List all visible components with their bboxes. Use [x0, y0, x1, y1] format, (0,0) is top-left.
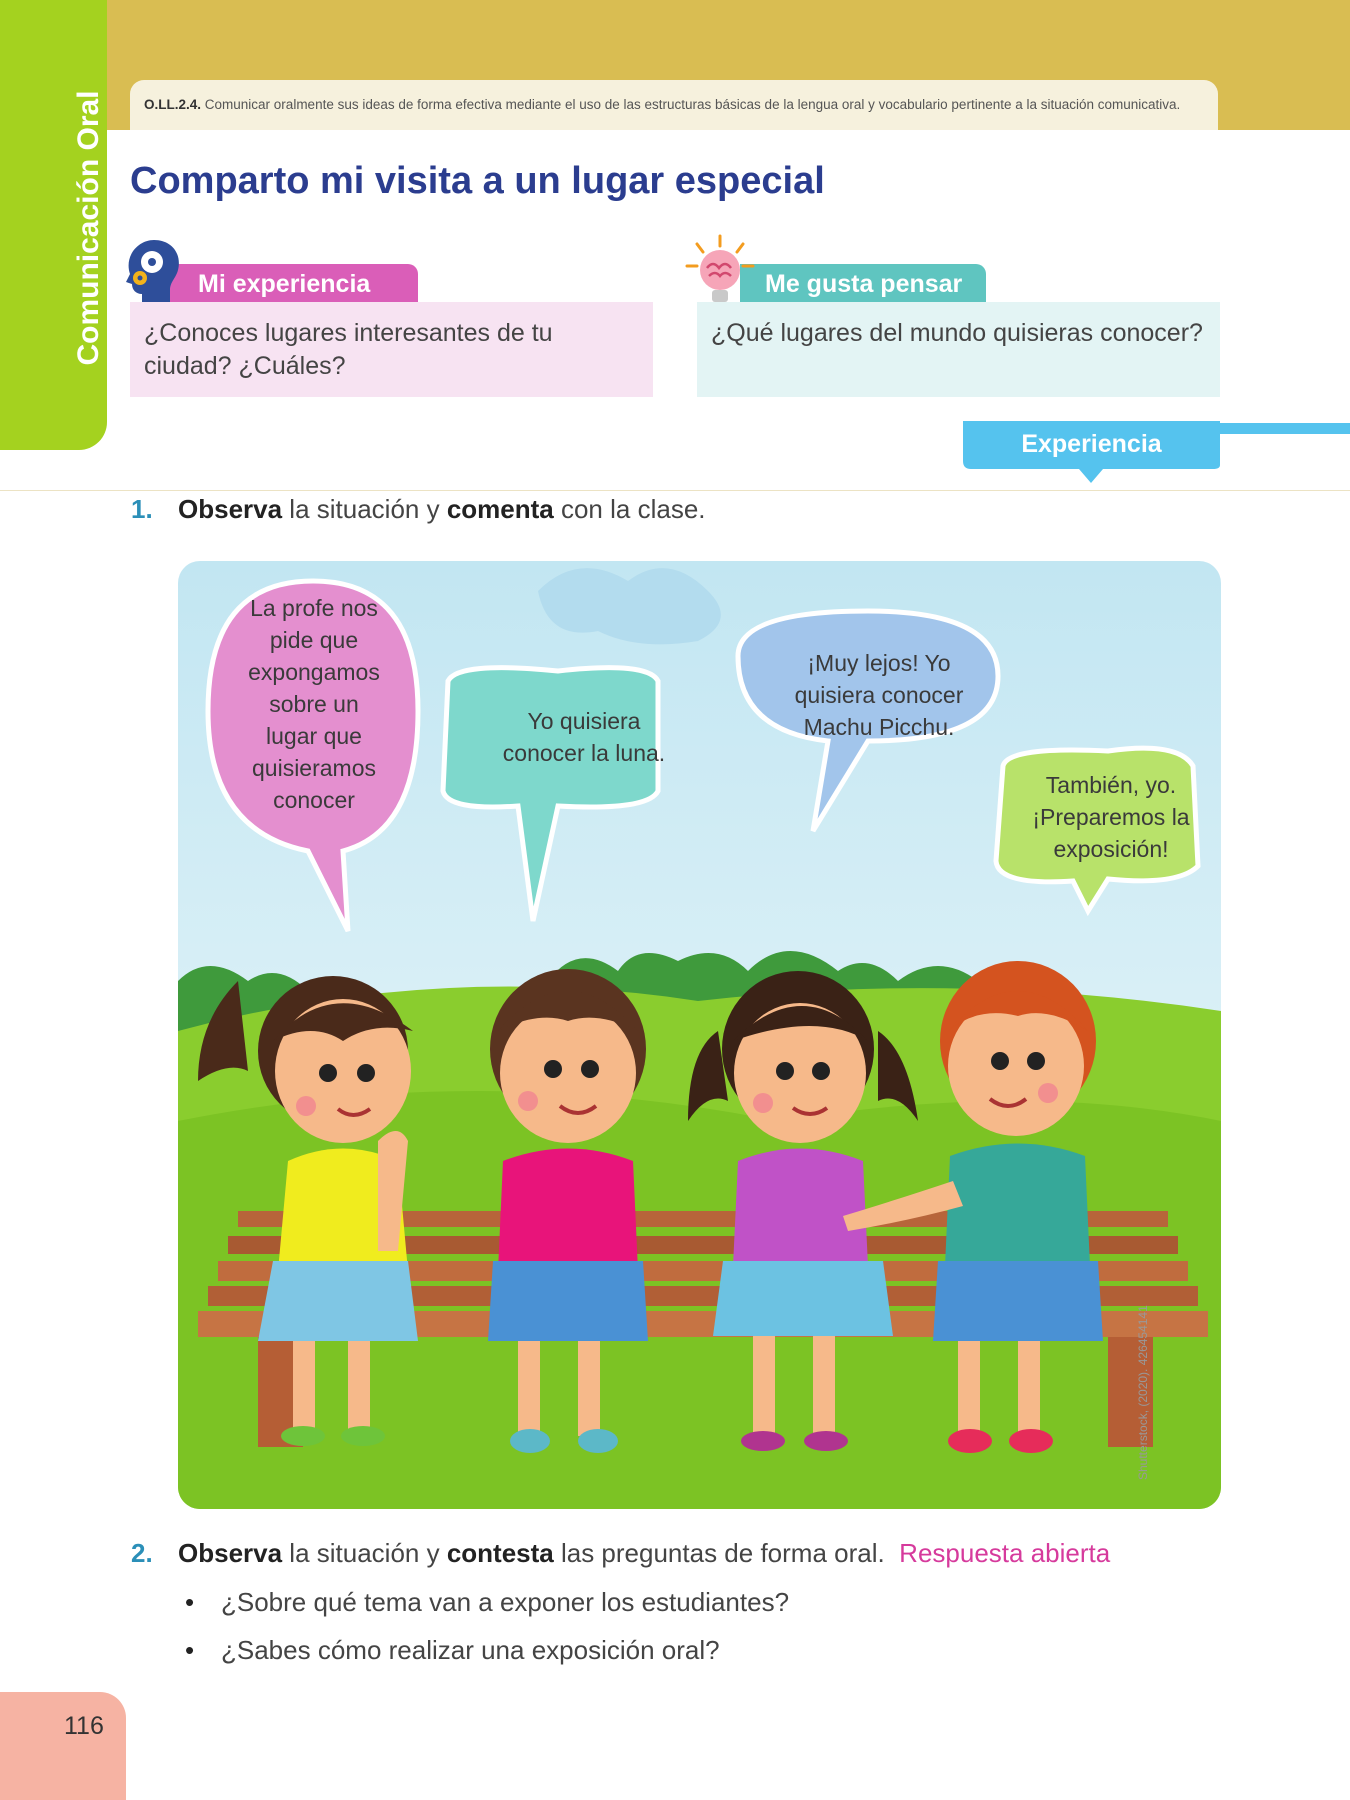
divider — [0, 490, 1350, 491]
bubble-line: expongamos — [248, 659, 380, 685]
image-credit: Shutterstock, (2020). 426454141 — [1136, 1305, 1150, 1480]
question-line: ciudad? ¿Cuáles? — [144, 352, 346, 380]
bullet-question — [185, 1587, 790, 1618]
speech-bubble-girl2 — [764, 647, 994, 743]
me-gusta-pensar-question: ¿Qué lugares del mundo quisieras conocer? — [711, 319, 1203, 347]
verb: Observa — [178, 494, 283, 524]
bubble-line: También, yo. — [1045, 772, 1177, 798]
objective-code: O.LL.2.4. — [144, 97, 202, 112]
text: la situación y — [282, 494, 447, 524]
page-title: Comparto mi visita a un lugar especial — [130, 160, 825, 202]
activity-1 — [131, 494, 706, 525]
bullet-icon: • — [185, 1587, 195, 1617]
mi-experiencia-tab: Mi experiencia — [168, 264, 418, 302]
mi-experiencia-question — [144, 317, 553, 383]
speech-bubble-boy1 — [474, 705, 694, 769]
learning-objective — [130, 80, 1218, 130]
head-gears-icon — [120, 236, 184, 306]
bubble-line: sobre un — [269, 691, 359, 717]
section-bar — [1215, 423, 1350, 434]
me-gusta-pensar-tab: Me gusta pensar — [740, 264, 986, 302]
verb: comenta — [446, 494, 554, 524]
verb: contesta — [446, 1538, 554, 1568]
bubble-line: lugar que — [266, 723, 362, 749]
bullet-text: ¿Sabes cómo realizar una exposición oral? — [221, 1635, 720, 1665]
speech-bubble-boy2 — [1011, 769, 1211, 865]
bubble-line: Machu Picchu. — [803, 714, 955, 740]
section-tab-label: Experiencia — [1021, 430, 1162, 458]
activity-2 — [131, 1538, 1110, 1569]
text: con la clase. — [553, 494, 706, 524]
bullet-text: ¿Sobre qué tema van a exponer los estudiantes? — [221, 1587, 790, 1617]
page-number: 116 — [64, 1712, 104, 1740]
activity-number: 1. — [131, 494, 153, 524]
bubble-line: quisiera conocer — [794, 682, 964, 708]
bullet-icon: • — [185, 1635, 195, 1665]
text: las preguntas de forma oral. — [553, 1538, 885, 1568]
brain-bulb-icon — [685, 234, 755, 306]
objective-text: Comunicar oralmente sus ideas de forma efectiva mediante el uso de las estructuras básicas de la lengua oral y vocabulario pertinente a la situación comunicativa. — [204, 97, 1181, 112]
bullet-question — [185, 1635, 720, 1666]
verb: Observa — [178, 1538, 283, 1568]
bubble-line: conocer la luna. — [502, 740, 666, 766]
bubble-line: pide que — [269, 627, 359, 653]
side-section-band — [0, 0, 107, 450]
page-number-tab — [0, 1692, 126, 1800]
bubble-line: quisieramos — [252, 755, 376, 781]
bubble-line: ¡Preparemos la — [1032, 804, 1190, 830]
speech-bubble-girl1 — [224, 592, 404, 816]
bubble-line: exposición! — [1053, 836, 1169, 862]
bubble-line: La profe nos — [250, 595, 378, 621]
activity-number: 2. — [131, 1538, 153, 1568]
bubble-line: Yo quisiera — [527, 708, 641, 734]
text: la situación y — [282, 1538, 447, 1568]
bubble-line: conocer — [273, 787, 355, 813]
question-line: ¿Conoces lugares interesantes de tu — [144, 319, 553, 347]
answer-note: Respuesta abierta — [899, 1538, 1111, 1568]
bubble-line: ¡Muy lejos! Yo — [807, 650, 951, 676]
section-label: Comunicación Oral — [72, 90, 105, 366]
